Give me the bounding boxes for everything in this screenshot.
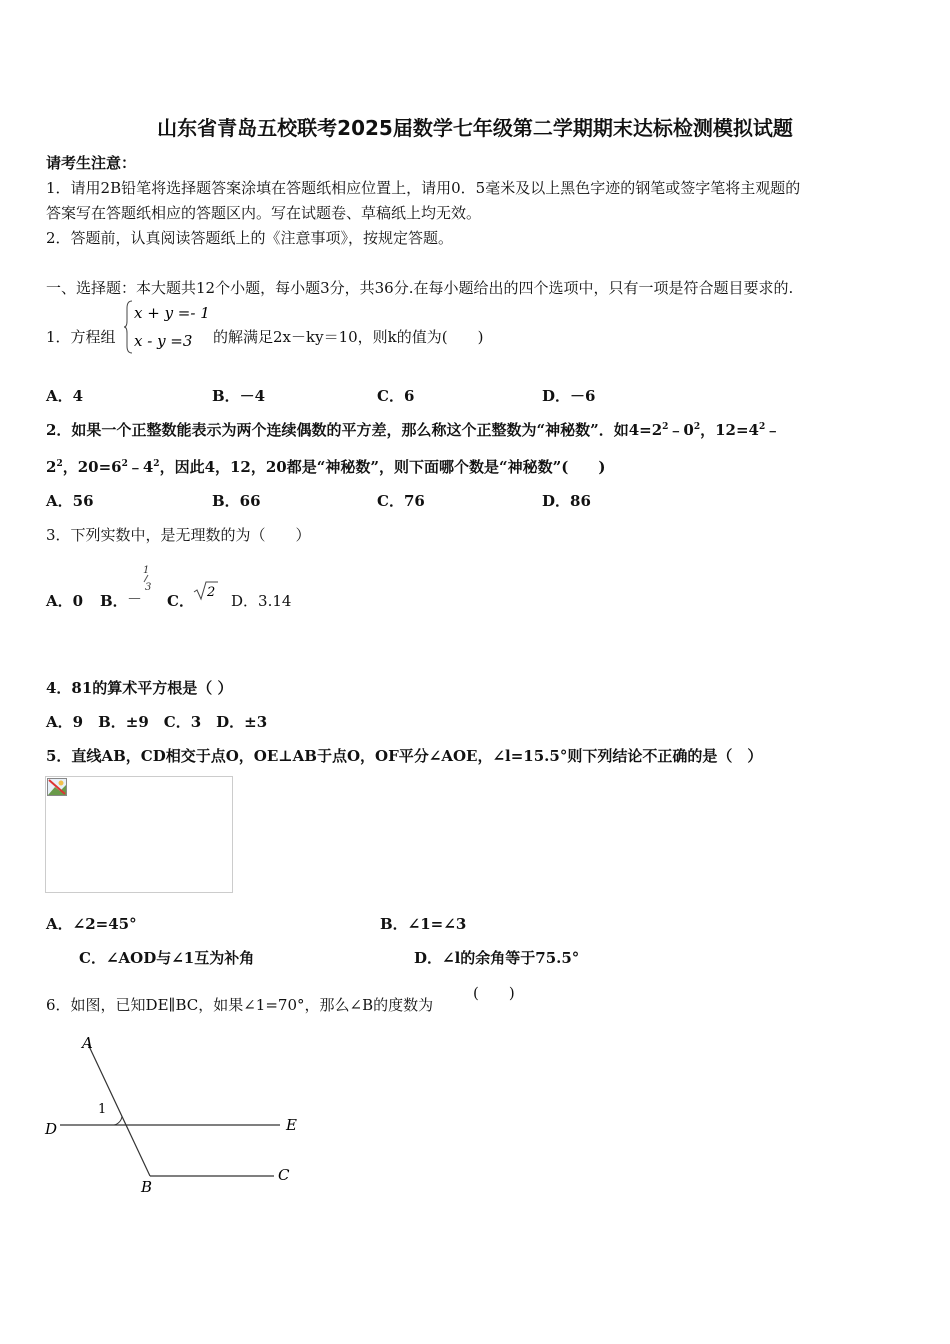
q5-option-b[interactable]: B．∠1=∠3: [380, 915, 467, 933]
q1-option-a[interactable]: A．4: [46, 387, 84, 405]
q2-line2: $2^2$，$20=6^2﹣4^2$，因此4，12，20都是“神秘数”，则下面哪个数是“神秘数”( ): [46, 458, 606, 476]
q2-option-d[interactable]: D．86: [542, 492, 591, 510]
q1-eq2: x - y =3: [134, 332, 193, 350]
q1-option-b[interactable]: B．－4: [212, 387, 266, 405]
q3-option-a[interactable]: A．0: [46, 592, 84, 610]
q6-text: 6．如图，已知DE∥BC，如果∠1=70°，那么∠B的度数为: [46, 996, 434, 1014]
q3-option-b-minus: －: [127, 590, 143, 608]
section1-heading: 一、选择题：本大题共12个小题，每小题3分，共36分.在每小题给出的四个选项中，只有一项是符合题目要求的.: [46, 279, 794, 297]
angle-arc: [114, 1116, 122, 1125]
q3-option-c[interactable]: C．: [167, 592, 194, 610]
broken-image-icon: [47, 778, 67, 796]
q1-option-d[interactable]: D．－6: [542, 387, 596, 405]
notice-heading: 请考生注意：: [46, 154, 137, 172]
q2-option-b[interactable]: B．66: [212, 492, 261, 510]
notice-line1b: 答案写在答题纸相应的答题区内。写在试题卷、草稿纸上均无效。: [46, 204, 482, 222]
q4-options[interactable]: A．9 B．±9 C．3 D．±3: [46, 713, 268, 731]
q1-suffix: 的解满足2x－ky＝10，则k的值为( ): [213, 328, 484, 346]
q1-prefix: 1．方程组: [46, 328, 116, 346]
q3-option-d[interactable]: D．3.14: [231, 592, 292, 610]
q3-option-b-den: 3: [145, 582, 152, 593]
label-c: C: [278, 1166, 290, 1184]
q1-eq1: x + y =- 1: [134, 304, 210, 322]
q5-figure-placeholder: [45, 776, 233, 893]
q6-figure: [40, 1030, 310, 1200]
q1-option-c[interactable]: C．6: [377, 387, 415, 405]
q2-option-a[interactable]: A．56: [46, 492, 94, 510]
label-e: E: [286, 1116, 297, 1134]
q5-option-c[interactable]: C．∠AOD与∠1互为补角: [79, 949, 255, 967]
q5-text: 5．直线AB，CD相交于点O，OE⊥AB于点O，OF平分∠AOE，∠l=15.5°则下列结论不正确的是（ ）: [46, 747, 763, 765]
page-title: 山东省青岛五校联考2025届数学七年级第二学期期末达标检测模拟试题: [157, 116, 793, 140]
q3-sqrt-icon: [193, 580, 219, 602]
q1-equation-system: [124, 299, 214, 355]
q2-option-c[interactable]: C．76: [377, 492, 425, 510]
q2-line1: 2．如果一个正整数能表示为两个连续偶数的平方差，那么称这个正整数为“神秘数”．如$4=2^2﹣0^2$，$12=4^2﹣$: [46, 421, 781, 439]
label-b: B: [141, 1178, 153, 1196]
label-a: A: [82, 1034, 93, 1052]
q3-option-b[interactable]: B．: [100, 592, 128, 610]
label-d: D: [45, 1120, 58, 1138]
notice-line2: 2．答题前，认真阅读答题纸上的《注意事项》，按规定答题。: [46, 229, 454, 247]
q3-option-b-num: 1: [143, 565, 150, 576]
q4-text: 4．81的算术平方根是（ ）: [46, 679, 233, 697]
notice-line1a: 1．请用2B铅笔将选择题答案涂填在答题纸相应位置上，请用0．5毫米及以上黑色字迹的钢笔或签字笔将主观题的: [46, 179, 801, 197]
q5-option-a[interactable]: A．∠2=45°: [46, 915, 137, 933]
label-angle-1: 1: [98, 1102, 107, 1117]
q3-text: 3．下列实数中，是无理数的为（ ）: [46, 526, 311, 544]
brace-icon: [124, 301, 132, 353]
svg-text:2: 2: [207, 585, 216, 600]
q5-option-d[interactable]: D．∠l的余角等于75.5°: [414, 949, 580, 967]
q6-answer-paren: ( ): [473, 984, 515, 1002]
